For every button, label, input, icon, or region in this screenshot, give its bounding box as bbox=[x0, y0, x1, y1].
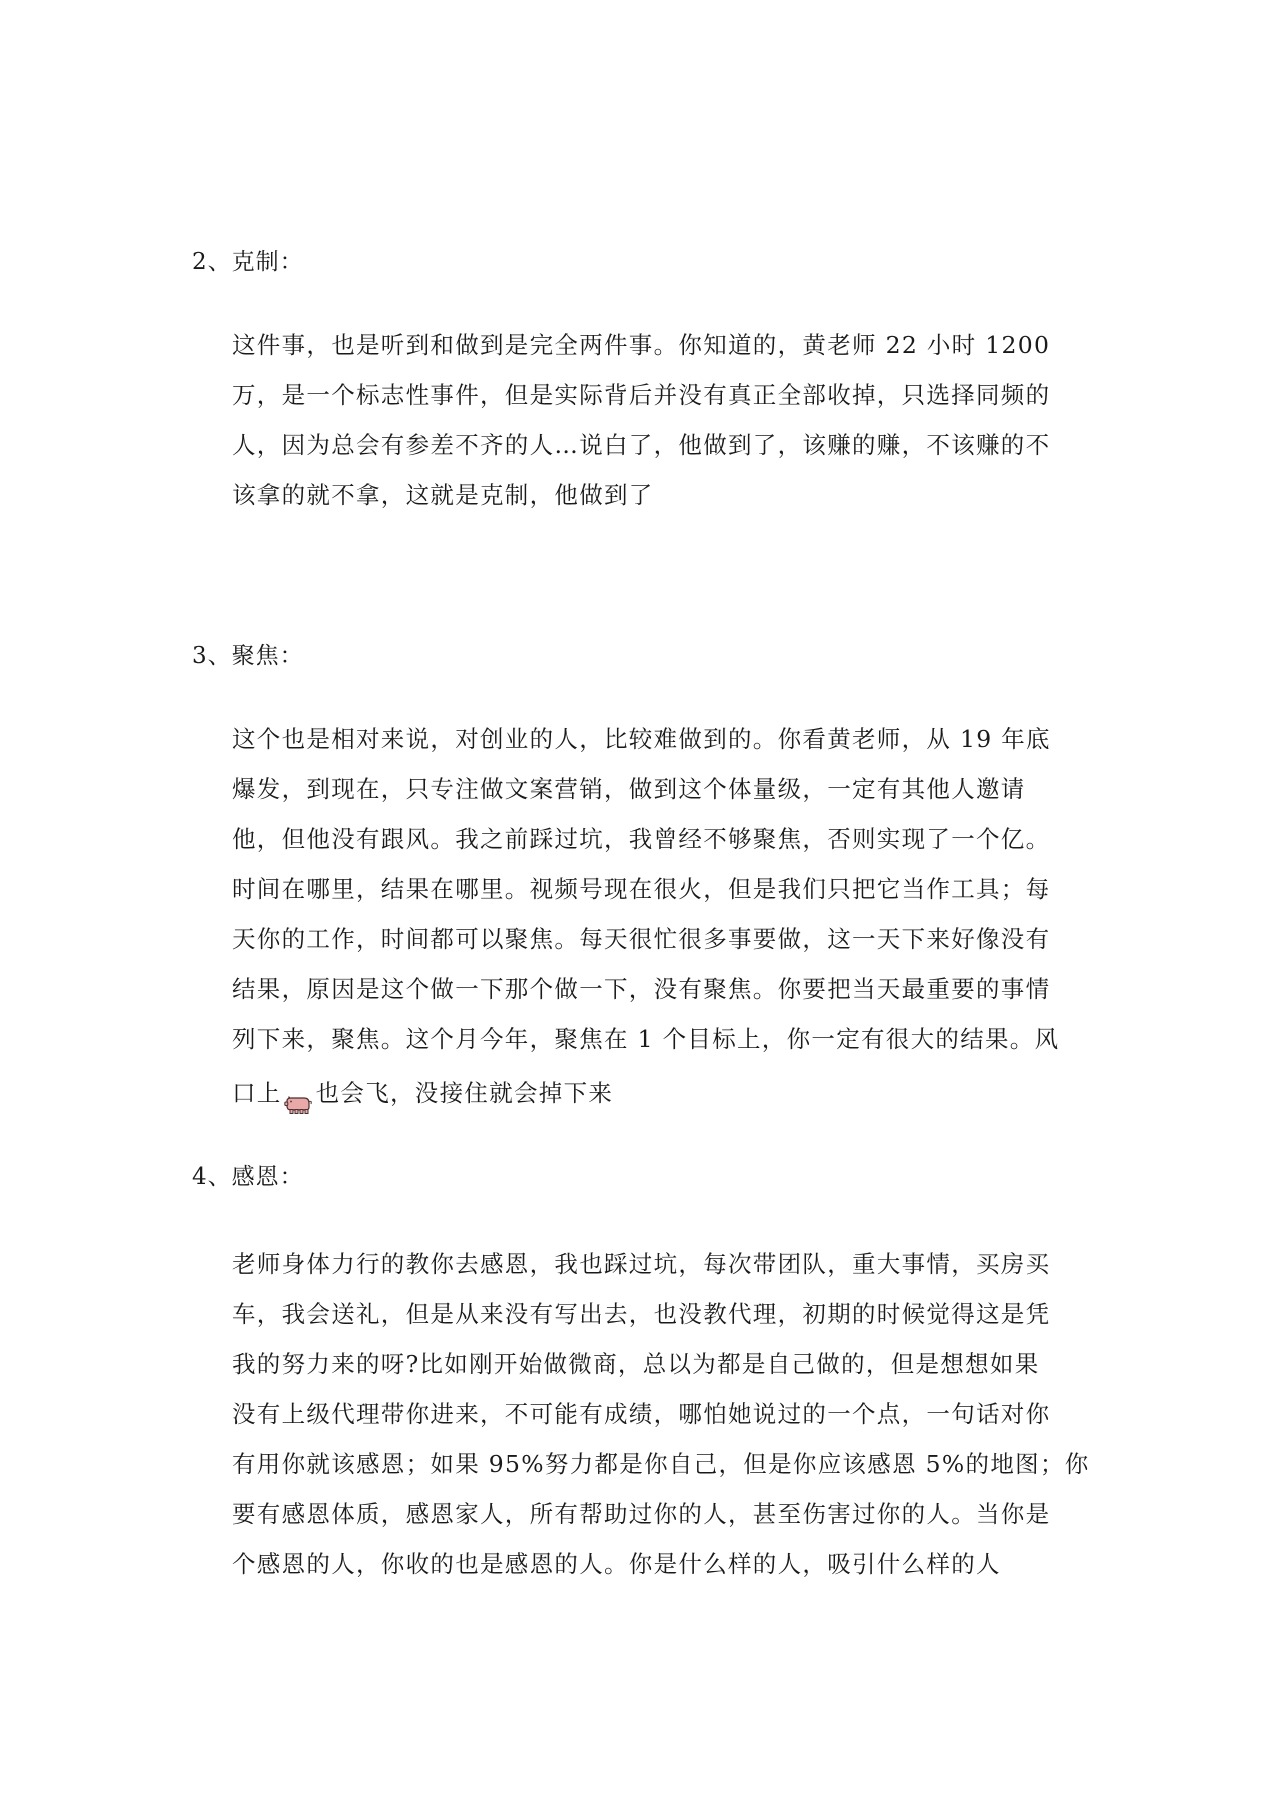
paragraph-line: 要有感恩体质，感恩家人，所有帮助过你的人，甚至伤害过你的人。当你是 bbox=[232, 1500, 1051, 1528]
paragraph-line: 该拿的就不拿，这就是克制，他做到了 bbox=[232, 481, 654, 509]
paragraph-line: 这个也是相对来说，对创业的人，比较难做到的。你看黄老师，从 19 年底 bbox=[232, 725, 1051, 753]
paragraph-line-with-icon bbox=[232, 1068, 1092, 1118]
paragraph-line: 个感恩的人，你收的也是感恩的人。你是什么样的人，吸引什么样的人 bbox=[232, 1550, 1001, 1578]
paragraph-line: 列下来，聚焦。这个月今年，聚焦在 1 个目标上，你一定有很大的结果。风 bbox=[232, 1025, 1060, 1053]
paragraph-line: 老师身体力行的教你去感恩，我也踩过坑，每次带团队，重大事情，买房买 bbox=[232, 1250, 1051, 1278]
pig-icon bbox=[284, 1083, 314, 1107]
paragraph-line: 时间在哪里，结果在哪里。视频号现在很火，但是我们只把它当作工具；每 bbox=[232, 875, 1051, 903]
line-text-before-icon: 口上 bbox=[232, 1079, 282, 1107]
section-heading-restraint: 2、克制： bbox=[192, 249, 304, 275]
line-text-after-icon: 也会飞，没接住就会掉下来 bbox=[315, 1079, 614, 1107]
paragraph-line: 没有上级代理带你进来，不可能有成绩，哪怕她说过的一个点，一句话对你 bbox=[232, 1400, 1051, 1428]
paragraph-line: 车，我会送礼，但是从来没有写出去，也没教代理，初期的时候觉得这是凭 bbox=[232, 1300, 1051, 1328]
section-heading-focus: 3、聚焦： bbox=[192, 643, 304, 669]
section-body-gratitude bbox=[232, 1239, 1092, 1589]
paragraph-line: 万，是一个标志性事件，但是实际背后并没有真正全部收掉，只选择同频的 bbox=[232, 381, 1051, 409]
paragraph-line: 结果，原因是这个做一下那个做一下，没有聚焦。你要把当天最重要的事情 bbox=[232, 975, 1051, 1003]
paragraph-line: 这件事，也是听到和做到是完全两件事。你知道的，黄老师 22 小时 1200 bbox=[232, 331, 1051, 359]
paragraph-line: 有用你就该感恩；如果 95%努力都是你自己，但是你应该感恩 5%的地图；你 bbox=[232, 1450, 1090, 1478]
paragraph-line: 人，因为总会有参差不齐的人…说白了，他做到了，该赚的赚，不该赚的不 bbox=[232, 431, 1051, 459]
paragraph-line: 天你的工作，时间都可以聚焦。每天很忙很多事要做，这一天下来好像没有 bbox=[232, 925, 1051, 953]
section-body-restraint bbox=[232, 320, 1092, 520]
paragraph-line: 我的努力来的呀?比如刚开始做微商，总以为都是自己做的，但是想想如果 bbox=[232, 1350, 1040, 1378]
paragraph-line: 他，但他没有跟风。我之前踩过坑，我曾经不够聚焦，否则实现了一个亿。 bbox=[232, 825, 1051, 853]
section-heading-gratitude: 4、感恩： bbox=[192, 1164, 304, 1190]
paragraph-line: 爆发，到现在，只专注做文案营销，做到这个体量级，一定有其他人邀请 bbox=[232, 775, 1026, 803]
section-body-focus bbox=[232, 714, 1092, 1118]
